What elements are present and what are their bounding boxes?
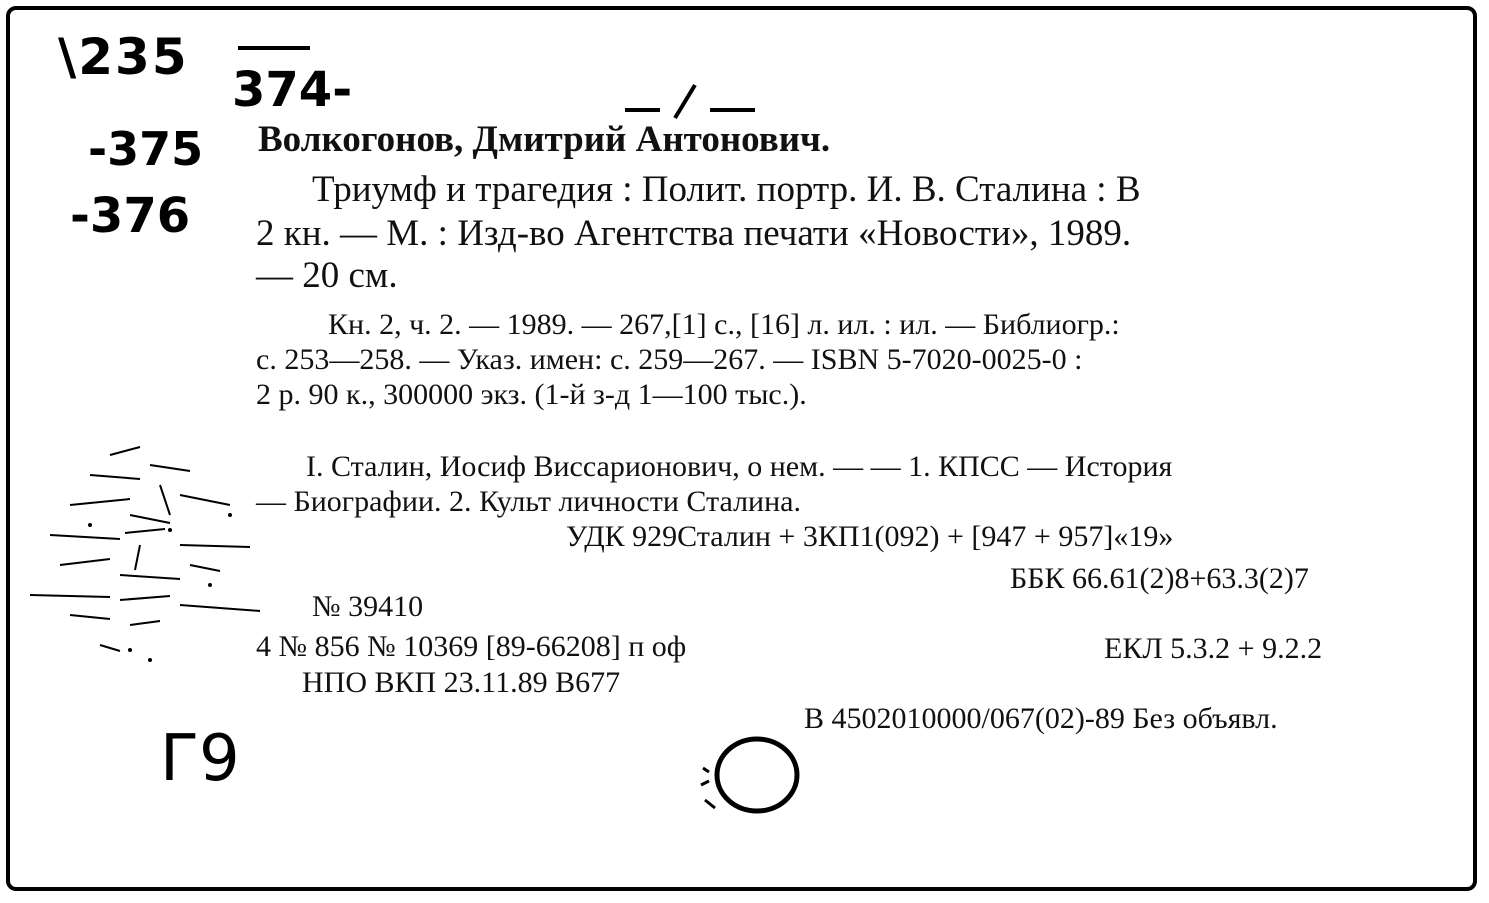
handwritten-overline bbox=[238, 46, 310, 50]
npo-line: НПО ВКП 23.11.89 В677 bbox=[302, 666, 621, 699]
description-line-1: Кн. 2, ч. 2. — 1989. — 267,[1] с., [16] л. ил. : ил. — Библиогр.: bbox=[328, 308, 1120, 341]
punch-hole-circle bbox=[695, 730, 815, 820]
description-line-3: 2 р. 90 к., 300000 экз. (1-й з-д 1—100 тыс.). bbox=[256, 378, 807, 411]
publishing-index: В 4502010000/067(02)-89 Без объявл. bbox=[804, 702, 1278, 735]
ekl-classification: ЕКЛ 5.3.2 + 9.2.2 bbox=[1104, 632, 1323, 665]
title-line-3: — 20 см. bbox=[256, 255, 398, 296]
handwritten-corner-mark: Г9 bbox=[160, 722, 240, 796]
handwritten-shelf-range: 374- bbox=[232, 62, 353, 118]
handwritten-line-376: -376 bbox=[70, 188, 191, 244]
handwritten-line-375: -375 bbox=[88, 122, 204, 176]
handwritten-call-number: \235 bbox=[58, 28, 189, 86]
title-line-2: 2 кн. — М. : Изд-во Агентства печати «Новости», 1989. bbox=[256, 213, 1132, 254]
record-number: № 39410 bbox=[312, 590, 424, 623]
scan-noise-blotch bbox=[30, 415, 280, 675]
subject-line-2: — Биографии. 2. Культ личности Сталина. bbox=[256, 485, 801, 518]
bbk-classification: ББК 66.61(2)8+63.3(2)7 bbox=[1010, 562, 1309, 595]
author-heading: Волкогонов, Дмитрий Антонович. bbox=[258, 119, 831, 160]
title-line-1: Триумф и трагедия : Полит. портр. И. В. Сталина : В bbox=[312, 169, 1141, 210]
subject-line-1: I. Сталин, Иосиф Виссарионович, о нем. — — 1. КПСС — История bbox=[306, 450, 1173, 483]
udk-classification: УДК 929Сталин + 3КП1(092) + [947 + 957]«19» bbox=[566, 520, 1174, 553]
description-line-2: с. 253—258. — Указ. имен: с. 259—267. — ISBN 5-7020-0025-0 : bbox=[256, 343, 1083, 376]
order-line: 4 № 856 № 10369 [89-66208] п оф bbox=[256, 630, 687, 663]
